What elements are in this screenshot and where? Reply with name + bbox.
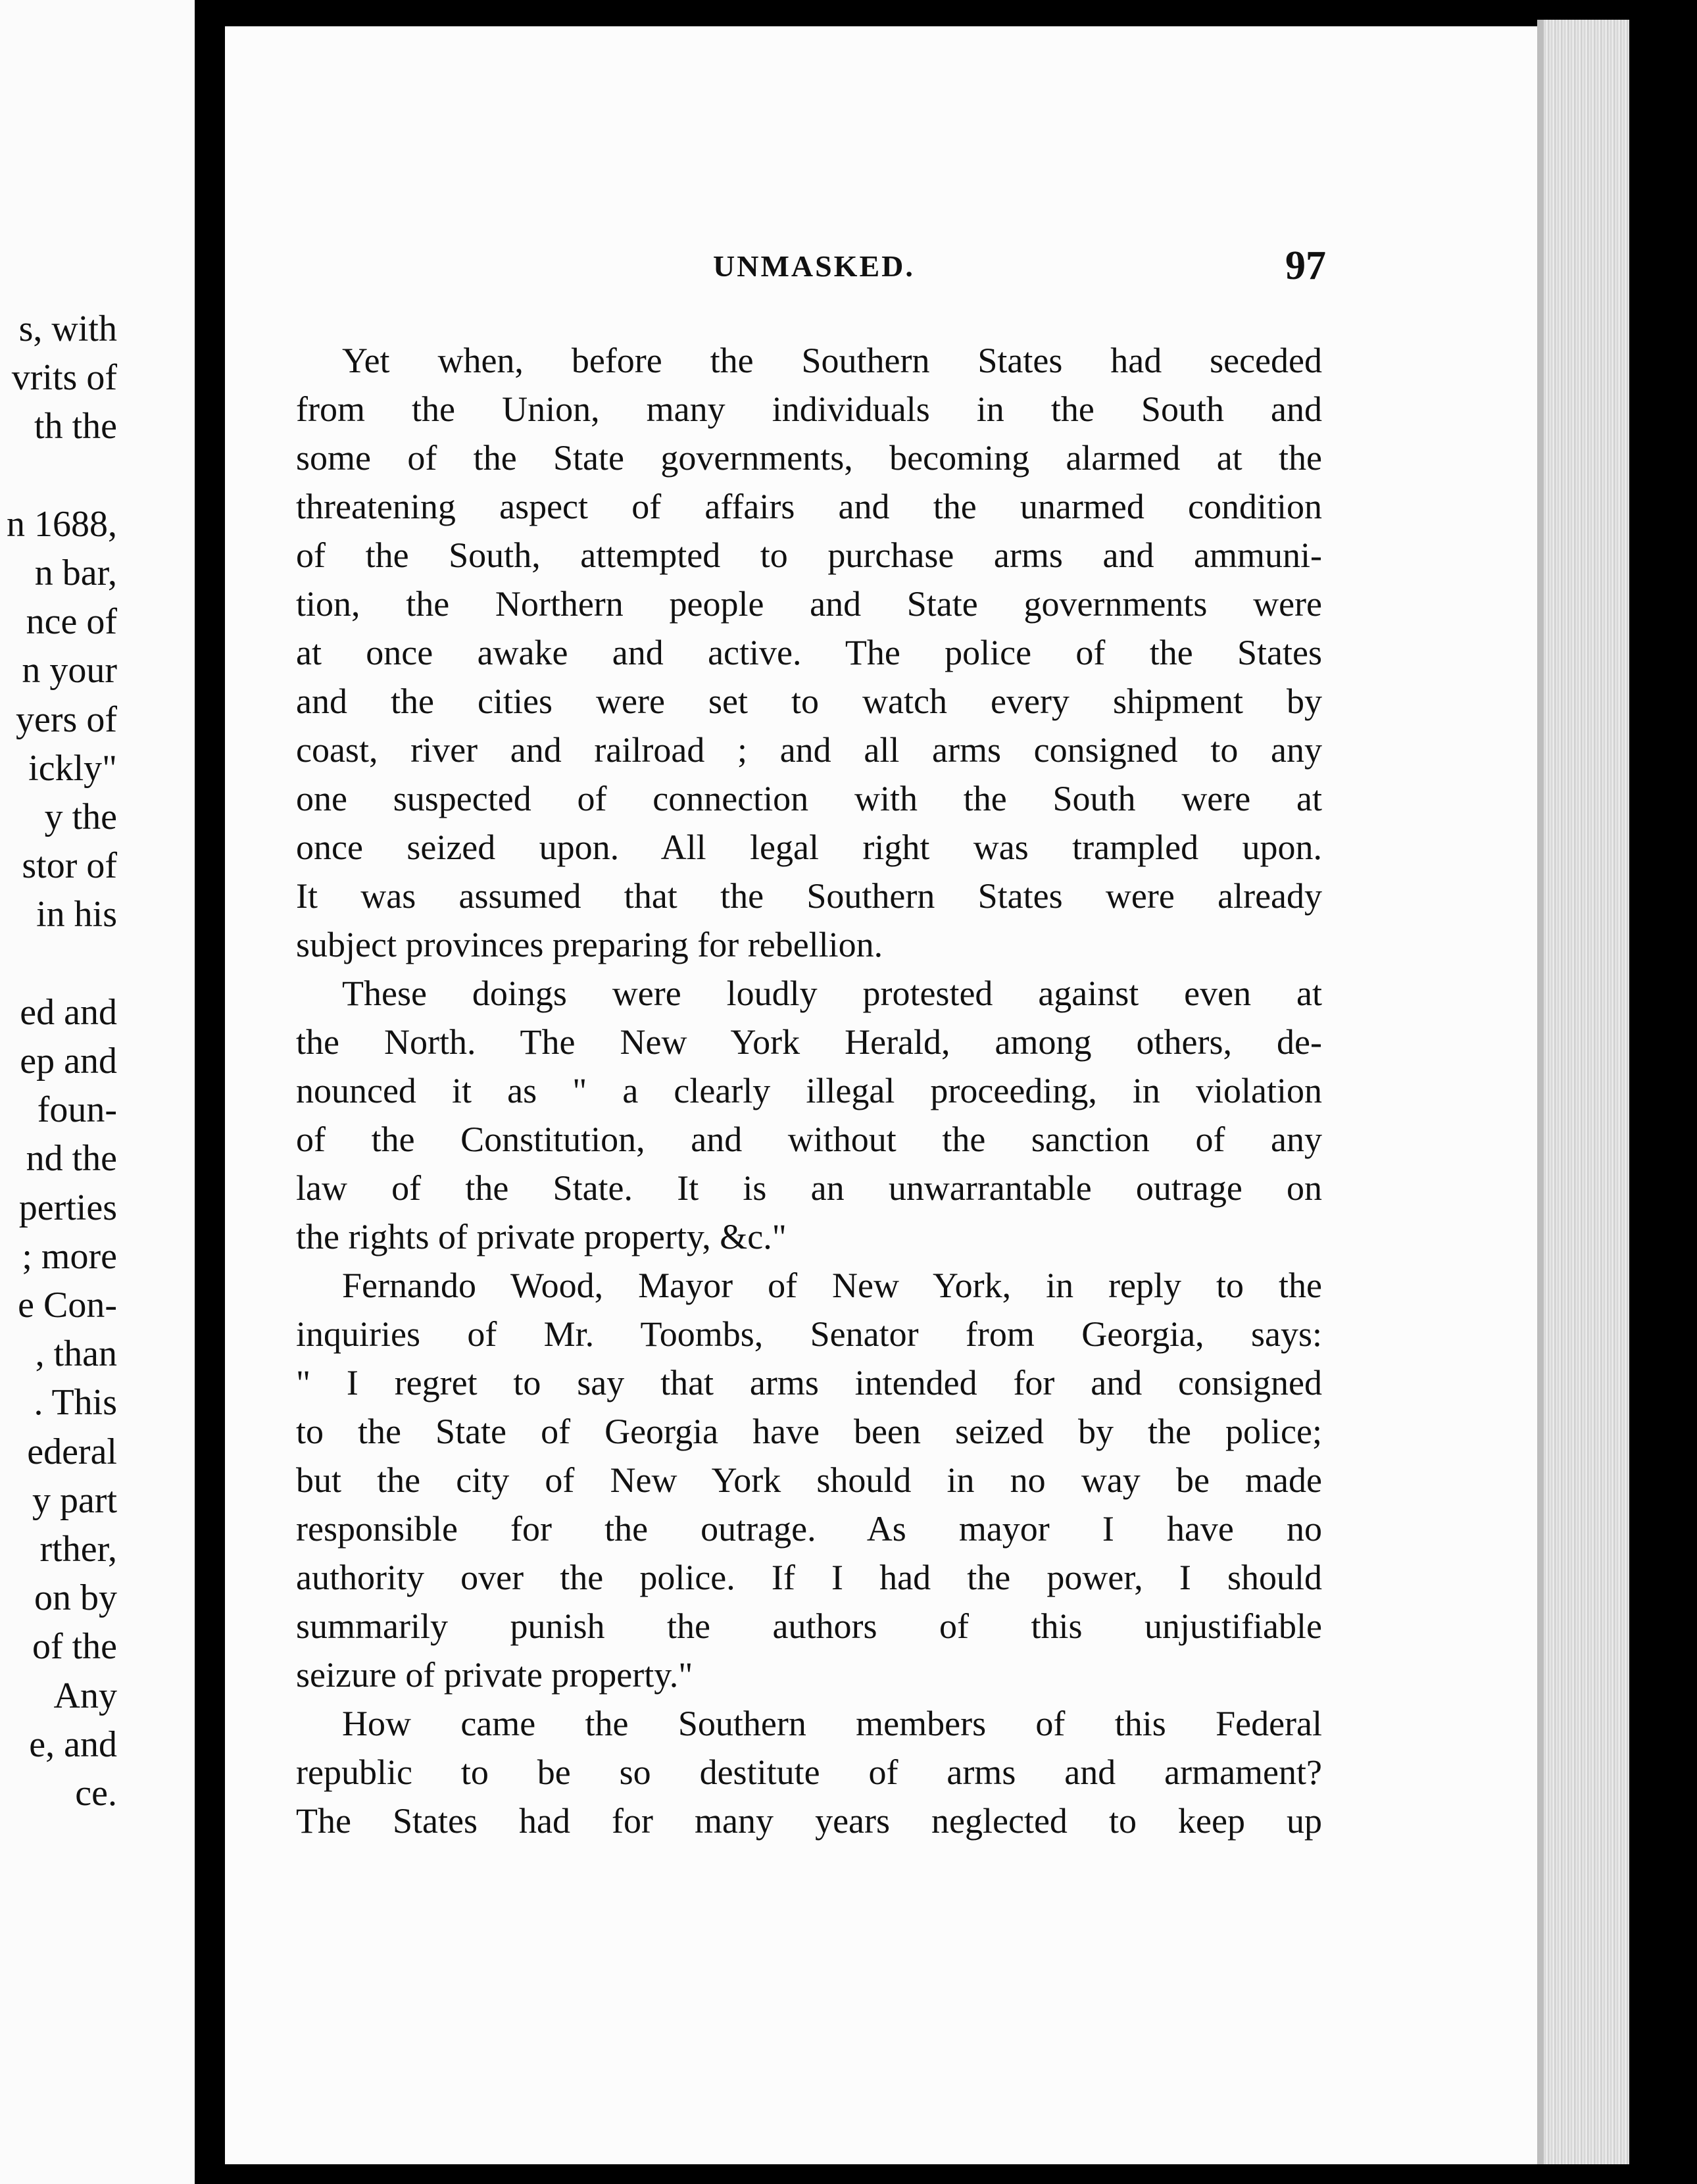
facing-page-line: perties [18, 1187, 117, 1228]
facing-page-line: n your [22, 650, 117, 691]
text-line: These doings were loudly protested against even at [342, 974, 1322, 1013]
facing-page-line: nce of [26, 601, 117, 643]
text-line: once seized upon. All legal right was trampled upon. [296, 828, 1322, 867]
text-line: some of the State governments, becoming alarmed at the [296, 438, 1322, 478]
text-line: How came the Southern members of this Federal [342, 1704, 1322, 1743]
facing-page-line: yers of [16, 699, 117, 740]
book-page [225, 26, 1537, 2164]
facing-page-line: ep and [20, 1041, 117, 1081]
text-line: The States had for many years neglected to keep up [296, 1801, 1322, 1841]
scan-border [1629, 0, 1697, 2184]
facing-page-line: on by [34, 1577, 117, 1619]
facing-page-line: in his [36, 894, 117, 935]
text-line: responsible for the outrage. As mayor I have no [296, 1509, 1322, 1549]
facing-page-line: ederal [27, 1431, 117, 1472]
facing-page-line: vrits of [11, 357, 117, 399]
text-line: at once awake and active. The police of the States [296, 633, 1322, 672]
facing-page-line: ; more [22, 1235, 117, 1277]
page-edges [1537, 20, 1629, 2164]
facing-page-line: ickly" [28, 747, 117, 789]
running-title: UNMASKED. [713, 249, 915, 283]
facing-page-line: s, with [18, 309, 117, 349]
page-number: 97 [1285, 243, 1326, 288]
text-line: to the State of Georgia have been seized by the police; [296, 1412, 1322, 1451]
text-line: the North. The New York Herald, among others, de- [296, 1022, 1322, 1062]
text-line: but the city of New York should in no way be made [296, 1460, 1322, 1500]
facing-page-line: rther, [39, 1529, 117, 1570]
facing-page-line: , than [35, 1333, 117, 1375]
facing-page-line: n bar, [34, 553, 117, 593]
text-line: the rights of private property, &c." [296, 1217, 787, 1256]
facing-page-line: . This [34, 1382, 117, 1424]
text-line: seizure of private property." [296, 1655, 693, 1695]
facing-page-line: n 1688, [7, 503, 117, 545]
text-line: subject provinces preparing for rebellion. [296, 925, 883, 964]
text-line: inquiries of Mr. Toombs, Senator from Georgia, says: [296, 1314, 1322, 1354]
text-line: Yet when, before the Southern States had seceded [342, 341, 1322, 380]
facing-page [0, 0, 195, 2184]
facing-page-line: e, and [29, 1724, 117, 1765]
text-line: and the cities were set to watch every shipment by [296, 682, 1322, 721]
facing-page-line: foun- [37, 1089, 117, 1131]
text-line: one suspected of connection with the South were at [296, 779, 1322, 818]
facing-page-line: nd the [26, 1138, 117, 1179]
text-line: nounced it as " a clearly illegal proceeding, in violation [296, 1071, 1322, 1110]
facing-page-line: ce. [75, 1773, 117, 1814]
text-line: threatening aspect of affairs and the unarmed condition [296, 487, 1322, 526]
text-line: It was assumed that the Southern States were already [296, 876, 1322, 916]
text-line: from the Union, many individuals in the South and [296, 389, 1322, 429]
text-line: " I regret to say that arms intended for and consigned [296, 1363, 1322, 1402]
facing-page-line: of the [32, 1626, 117, 1668]
facing-page-line: Any [53, 1675, 117, 1716]
text-line: republic to be so destitute of arms and armament? [296, 1752, 1322, 1792]
text-line: summarily punish the authors of this unjustifiable [296, 1606, 1322, 1646]
facing-page-line: e Con- [18, 1285, 117, 1326]
facing-page-line: th the [34, 406, 117, 447]
facing-page-line: y part [32, 1479, 117, 1521]
text-line: coast, river and railroad ; and all arms consigned to any [296, 730, 1322, 770]
facing-page-line: stor of [22, 845, 117, 887]
facing-page-line: ed and [20, 991, 117, 1033]
text-line: authority over the police. If I had the power, I should [296, 1558, 1322, 1597]
running-head [225, 243, 1537, 289]
text-line: of the South, attempted to purchase arms and ammuni- [296, 535, 1322, 575]
text-line: law of the State. It is an unwarrantable outrage on [296, 1168, 1322, 1208]
text-line: tion, the Northern people and State governments were [296, 584, 1322, 624]
page-edge-shadow [1537, 20, 1544, 2164]
text-line: Fernando Wood, Mayor of New York, in reply to the [342, 1266, 1322, 1305]
facing-page-line: y the [44, 797, 117, 837]
text-line: of the Constitution, and without the sanction of any [296, 1120, 1322, 1159]
book-gutter [195, 0, 225, 2184]
